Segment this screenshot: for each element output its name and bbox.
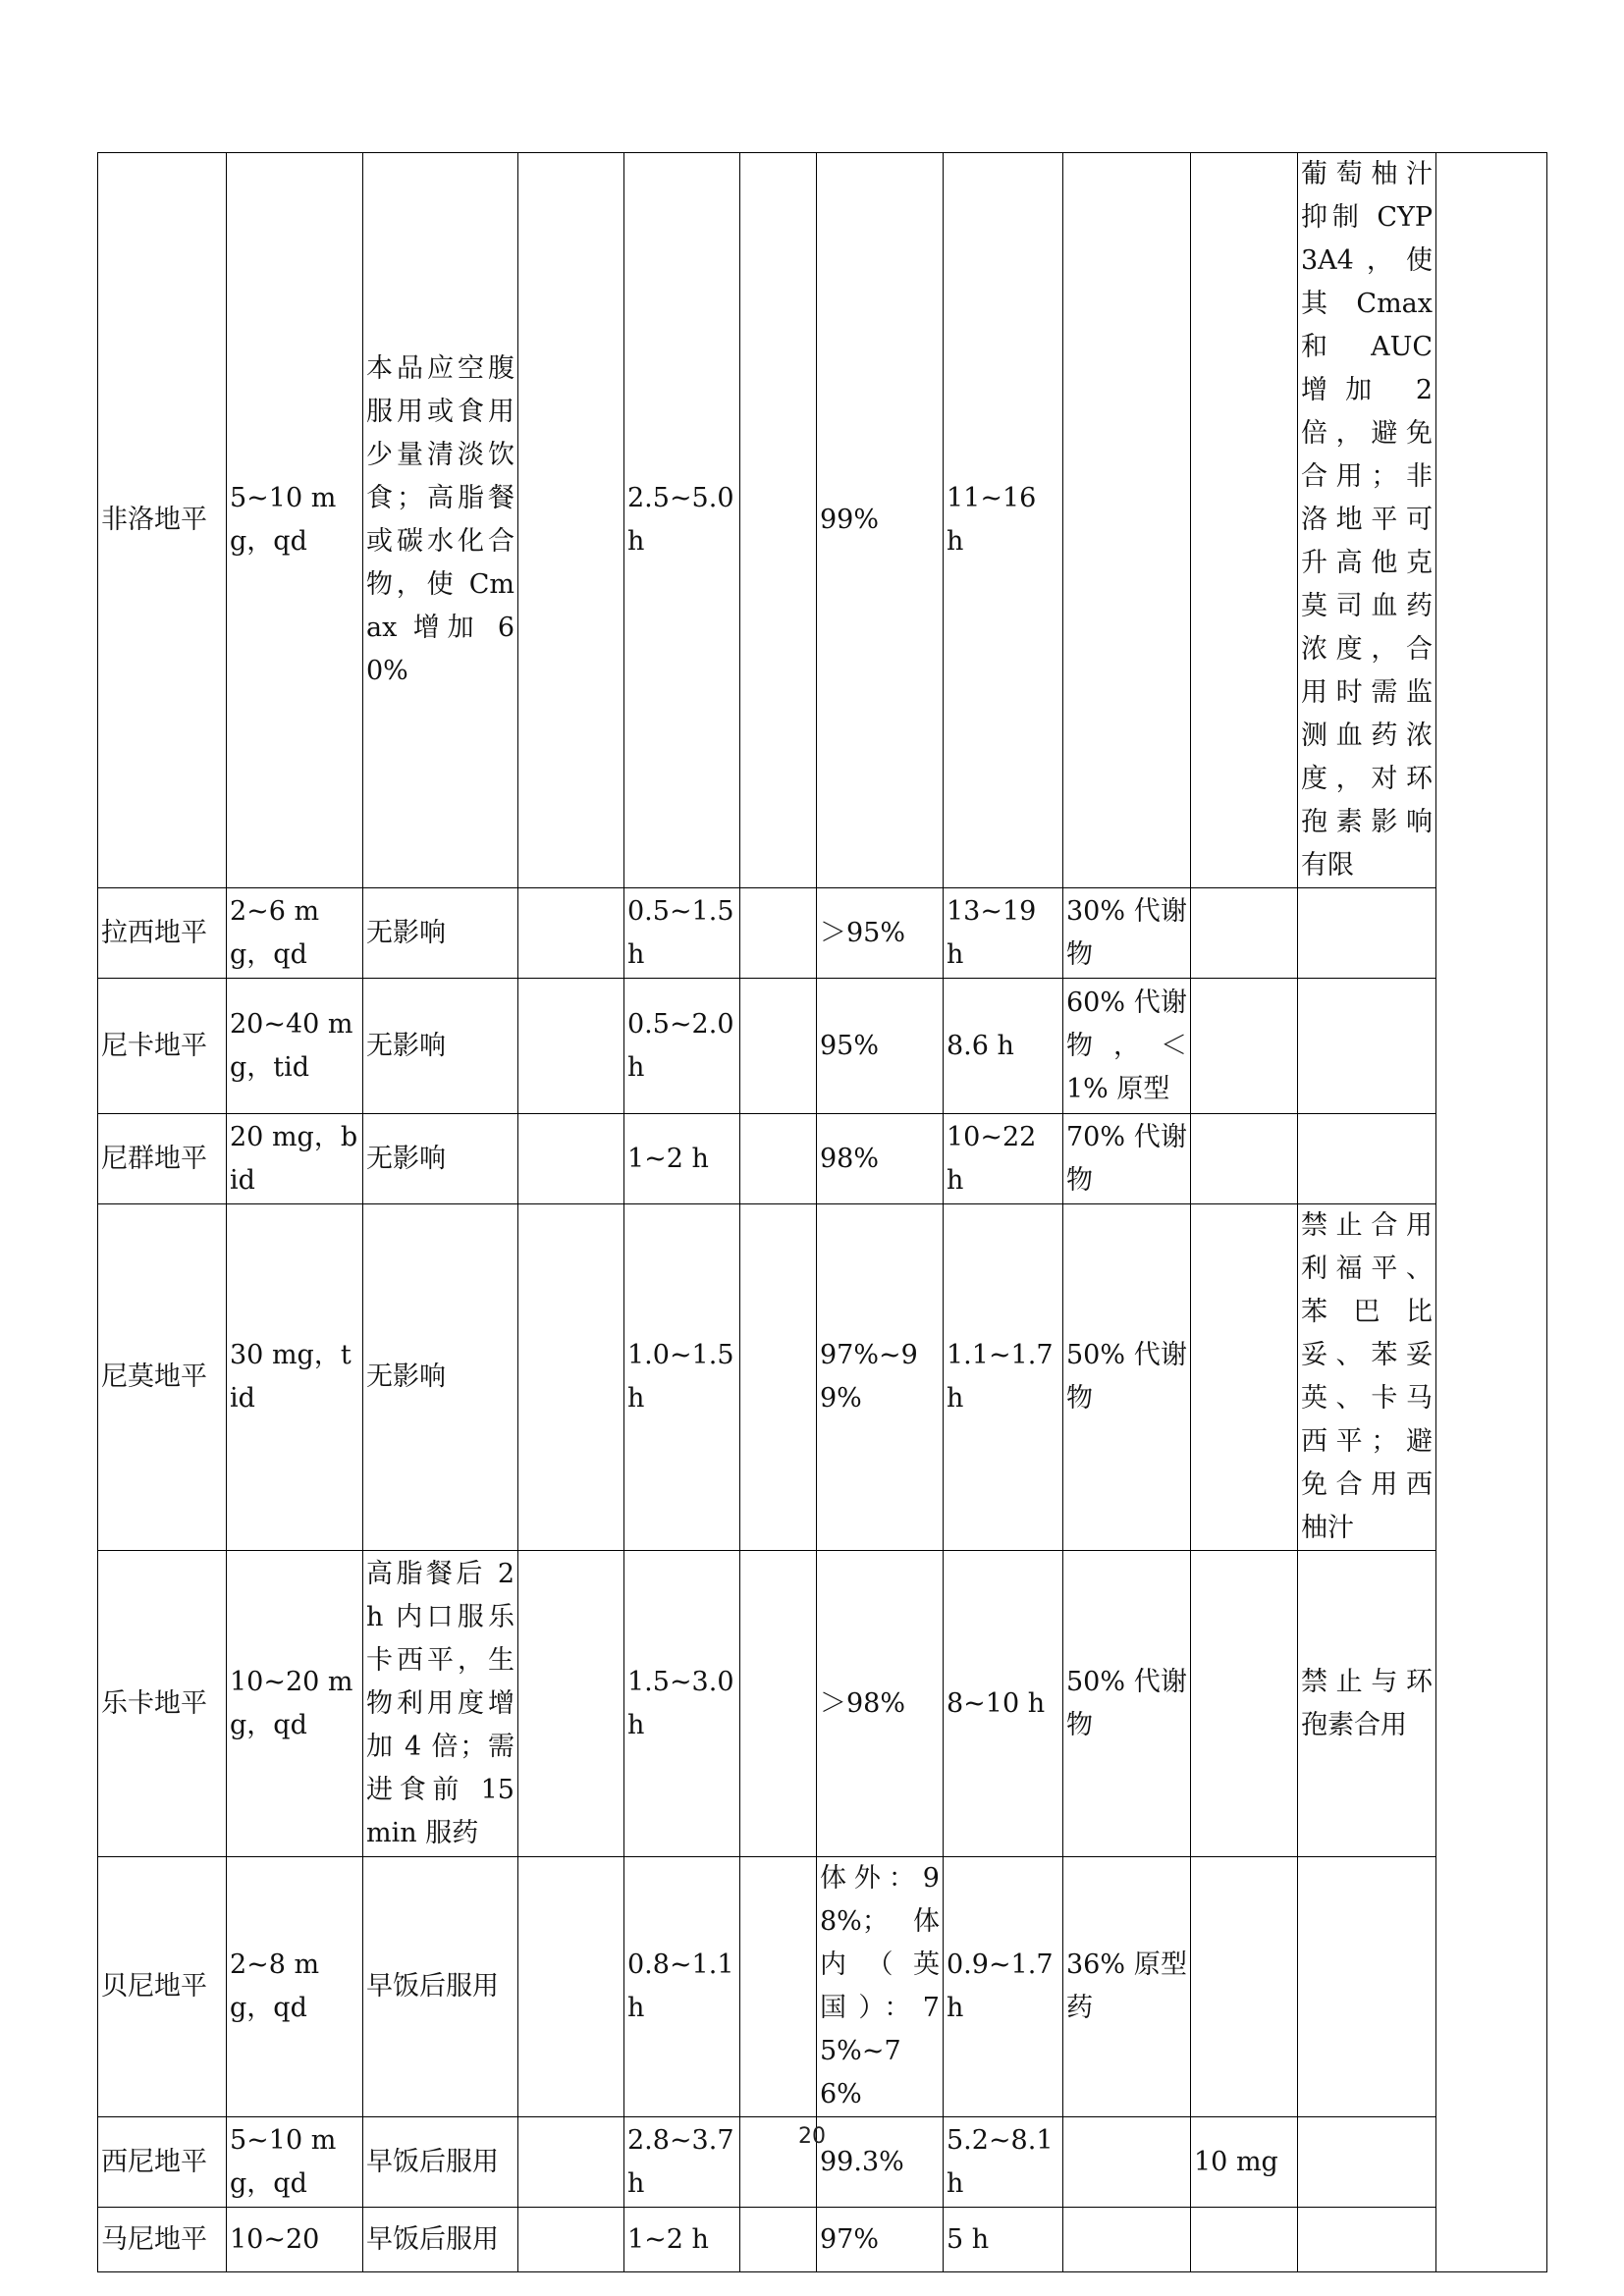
- table-row: [98, 1857, 1547, 2117]
- food-effect-cell: 高脂餐后 2 h 内口服乐卡西平，生物利用度增加 4 倍；需进食前 15 min 服药: [363, 1551, 518, 1857]
- drug-name-cell: 非洛地平: [98, 153, 227, 888]
- drug-name-cell: 贝尼地平: [98, 1857, 227, 2117]
- half-life-cell: 1.1~1.7 h: [944, 1204, 1063, 1551]
- interaction-cell: [1298, 1114, 1436, 1204]
- food-effect-cell: 无影响: [363, 979, 518, 1114]
- table-row: [98, 1204, 1547, 1551]
- blank-cell: [518, 1204, 624, 1551]
- metabolite-cell: 50% 代谢物: [1063, 1204, 1191, 1551]
- blank-cell: [518, 1857, 624, 2117]
- half-life-cell: 0.9~1.7 h: [944, 1857, 1063, 2117]
- drug-name-cell: 尼莫地平: [98, 1204, 227, 1551]
- dose-cell: 2~8 mg，qd: [227, 1857, 363, 2117]
- blank-cell: [740, 979, 817, 1114]
- interaction-cell: [1298, 1857, 1436, 2117]
- metabolite-cell: 30% 代谢物: [1063, 888, 1191, 979]
- dose-cell: 2~6 mg，qd: [227, 888, 363, 979]
- food-effect-cell: 无影响: [363, 1114, 518, 1204]
- dose-adjust-cell: [1191, 2208, 1298, 2272]
- blank-cell: [518, 153, 624, 888]
- protein-binding-cell: 99%: [817, 153, 944, 888]
- interaction-cell: [1298, 2208, 1436, 2272]
- interaction-cell: [1298, 888, 1436, 979]
- metabolite-cell: 70% 代谢物: [1063, 1114, 1191, 1204]
- interaction-cell: 禁止合用利福平、苯巴比妥、苯妥英、卡马西平；避免合用西柚汁: [1298, 1204, 1436, 1551]
- blank-cell: [518, 1114, 624, 1204]
- table-row: [98, 888, 1547, 979]
- table-row: [98, 979, 1547, 1114]
- protein-binding-cell: 97%~99%: [817, 1204, 944, 1551]
- protein-binding-cell: 97%: [817, 2208, 944, 2272]
- table-row: [98, 1551, 1547, 1857]
- dose-cell: 5~10 mg，qd: [227, 153, 363, 888]
- half-life-cell: 11~16 h: [944, 153, 1063, 888]
- food-effect-cell: 早饭后服用: [363, 2208, 518, 2272]
- dose-cell: 5~10 mg，qd: [227, 2117, 363, 2208]
- tmax-cell: 0.5~2.0 h: [624, 979, 740, 1114]
- protein-binding-cell: 体外：98%；体内（英国）：75%~76%: [817, 1857, 944, 2117]
- blank-cell: [740, 1857, 817, 2117]
- protein-binding-cell: 95%: [817, 979, 944, 1114]
- metabolite-cell: 36% 原型药: [1063, 1857, 1191, 2117]
- protein-binding-cell: ＞98%: [817, 1551, 944, 1857]
- half-life-cell: 13~19 h: [944, 888, 1063, 979]
- protein-binding-cell: 99.3%: [817, 2117, 944, 2208]
- dose-adjust-cell: [1191, 1857, 1298, 2117]
- tmax-cell: 1~2 h: [624, 2208, 740, 2272]
- dose-adjust-cell: [1191, 1204, 1298, 1551]
- page-number: 20: [798, 2124, 826, 2149]
- half-life-cell: 8~10 h: [944, 1551, 1063, 1857]
- half-life-cell: 8.6 h: [944, 979, 1063, 1114]
- protein-binding-cell: ＞95%: [817, 888, 944, 979]
- dose-adjust-cell: 10 mg: [1191, 2117, 1298, 2208]
- blank-cell: [740, 153, 817, 888]
- metabolite-cell: [1063, 153, 1191, 888]
- right-margin-cell: [1436, 153, 1547, 2272]
- drug-name-cell: 尼群地平: [98, 1114, 227, 1204]
- interaction-cell: 禁止与环孢素合用: [1298, 1551, 1436, 1857]
- food-effect-cell: 早饭后服用: [363, 1857, 518, 2117]
- food-effect-cell: 无影响: [363, 888, 518, 979]
- tmax-cell: 2.5~5.0 h: [624, 153, 740, 888]
- drug-name-cell: 乐卡地平: [98, 1551, 227, 1857]
- dose-cell: 10~20 mg，qd: [227, 1551, 363, 1857]
- blank-cell: [740, 888, 817, 979]
- drug-name-cell: 马尼地平: [98, 2208, 227, 2272]
- half-life-cell: 5.2~8.1 h: [944, 2117, 1063, 2208]
- interaction-cell: 葡萄柚汁抑制 CYP3A4，使其 Cmax 和 AUC 增加 2 倍，避免合用；非洛地平可升高他克莫司血药浓度，合用时需监测血药浓度，对环孢素影响有限: [1298, 153, 1436, 888]
- tmax-cell: 1~2 h: [624, 1114, 740, 1204]
- tmax-cell: 1.5~3.0 h: [624, 1551, 740, 1857]
- tmax-cell: 1.0~1.5 h: [624, 1204, 740, 1551]
- tmax-cell: 0.5~1.5 h: [624, 888, 740, 979]
- dose-cell: 10~20: [227, 2208, 363, 2272]
- blank-cell: [518, 2208, 624, 2272]
- metabolite-cell: 50% 代谢物: [1063, 1551, 1191, 1857]
- blank-cell: [740, 2208, 817, 2272]
- drug-pharmacokinetics-table: [97, 152, 1547, 2272]
- dose-adjust-cell: [1191, 888, 1298, 979]
- protein-binding-cell: 98%: [817, 1114, 944, 1204]
- dose-cell: 30 mg，tid: [227, 1204, 363, 1551]
- tmax-cell: 0.8~1.1 h: [624, 1857, 740, 2117]
- tmax-cell: 2.8~3.7 h: [624, 2117, 740, 2208]
- drug-name-cell: 拉西地平: [98, 888, 227, 979]
- table-row: [98, 2208, 1547, 2272]
- blank-cell: [740, 1114, 817, 1204]
- blank-cell: [518, 979, 624, 1114]
- dose-adjust-cell: [1191, 153, 1298, 888]
- dose-cell: 20 mg，bid: [227, 1114, 363, 1204]
- table-row: [98, 1114, 1547, 1204]
- blank-cell: [740, 1204, 817, 1551]
- blank-cell: [518, 1551, 624, 1857]
- interaction-cell: [1298, 979, 1436, 1114]
- dose-adjust-cell: [1191, 1551, 1298, 1857]
- table-body: [98, 153, 1547, 2272]
- half-life-cell: 5 h: [944, 2208, 1063, 2272]
- blank-cell: [740, 1551, 817, 1857]
- metabolite-cell: [1063, 2208, 1191, 2272]
- blank-cell: [518, 888, 624, 979]
- food-effect-cell: 早饭后服用: [363, 2117, 518, 2208]
- dose-cell: 20~40 mg，tid: [227, 979, 363, 1114]
- half-life-cell: 10~22 h: [944, 1114, 1063, 1204]
- dose-adjust-cell: [1191, 979, 1298, 1114]
- table-row: [98, 153, 1547, 888]
- food-effect-cell: 无影响: [363, 1204, 518, 1551]
- dose-adjust-cell: [1191, 1114, 1298, 1204]
- drug-name-cell: 西尼地平: [98, 2117, 227, 2208]
- drug-name-cell: 尼卡地平: [98, 979, 227, 1114]
- food-effect-cell: 本品应空腹服用或食用少量清淡饮食；高脂餐或碳水化合物，使 Cmax 增加 60%: [363, 153, 518, 888]
- metabolite-cell: 60% 代谢物，＜1% 原型: [1063, 979, 1191, 1114]
